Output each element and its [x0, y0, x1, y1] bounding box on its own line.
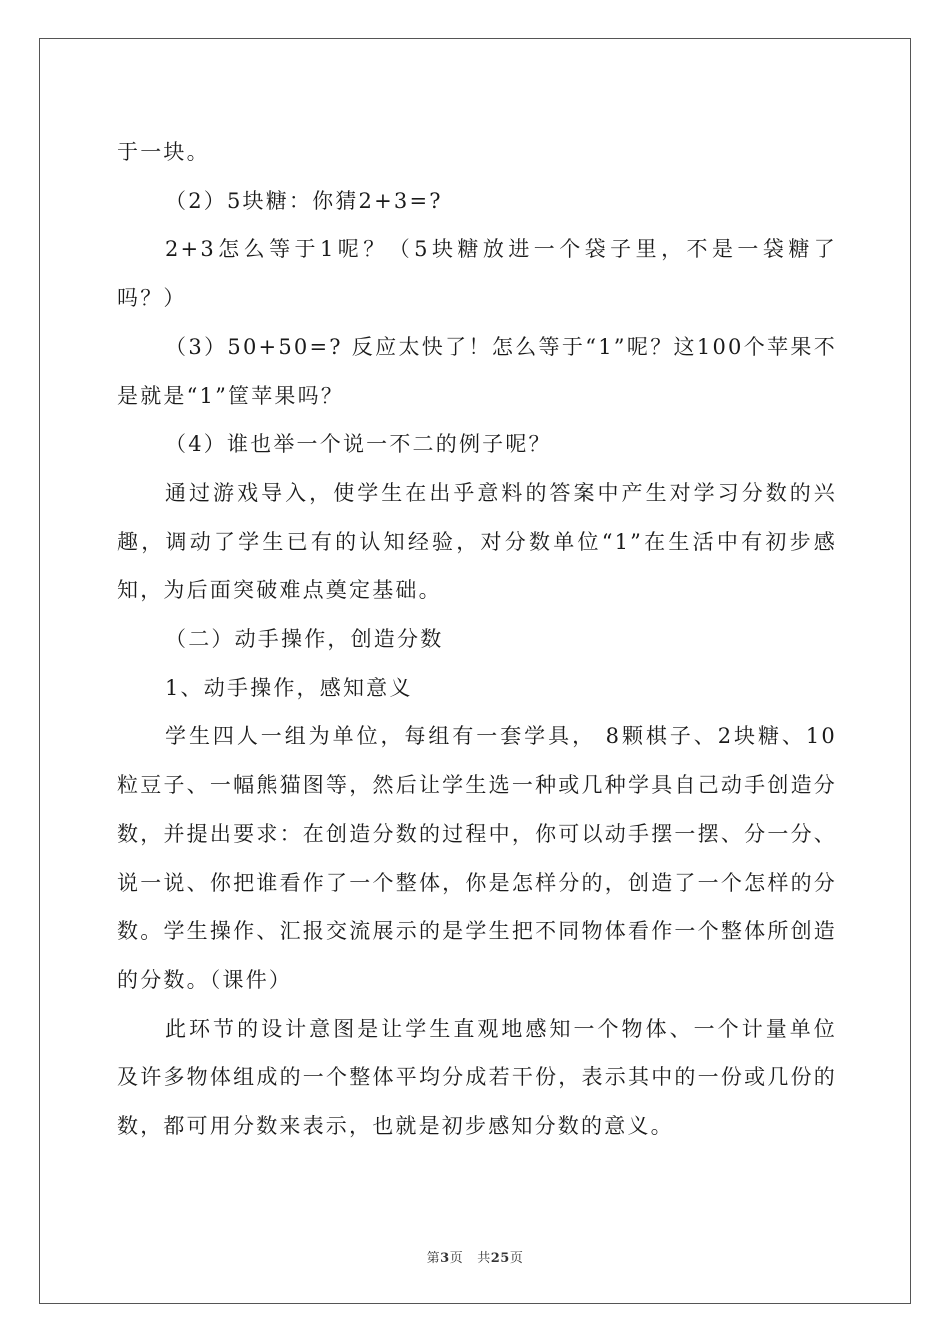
total-prefix: 共	[477, 1251, 491, 1266]
total-suffix: 页	[509, 1251, 524, 1266]
page-prefix: 第	[426, 1251, 441, 1266]
page-suffix: 页	[449, 1251, 464, 1266]
paragraph: （4）谁也举一个说一不二的例子呢？	[165, 432, 552, 457]
paragraph: 此环节的设计意图是让学生直观地感知一个物体、一个计量单位及许多物体组成的一个整体平均分成若干份，表示其中的一份或几份的数，都可用分数来表示，也就是初步感知分数的意义。	[117, 1016, 837, 1139]
subsection-heading: 1、动手操作，感知意义	[165, 675, 413, 700]
section-heading: （二）动手操作，创造分数	[165, 627, 444, 652]
paragraph: 2+3怎么等于1呢？（5块糖放进一个袋子里，不是一袋糖了吗？）	[117, 237, 837, 311]
document-body	[117, 128, 837, 1151]
paragraph: 学生四人一组为单位，每组有一套学具， 8颗棋子、2块糖、10粒豆子、一幅熊猫图等，然后让学生选一种或几种学具自己动手创造分数，并提出要求：在创造分数的过程中，你可以动手摆一摆、分一分、说一说、你把谁看作了一个整体，你是怎样分的，创造了一个怎样的分数。学生操作、汇报交流展示的是学生把不同物体看作一个整体所创造的分数。（课件）	[117, 724, 837, 992]
total-pages: 25	[490, 1251, 510, 1266]
paragraph: 于一块。	[117, 140, 210, 164]
paragraph: （2）5块糖：你猜2+3=?	[165, 188, 443, 213]
paragraph: 通过游戏导入，使学生在出乎意料的答案中产生对学习分数的兴趣，调动了学生已有的认知经验，对分数单位“1”在生活中有初步感知，为后面突破难点奠定基础。	[117, 480, 837, 603]
paragraph: （3）50+50=? 反应太快了！怎么等于“1”呢？这100个苹果不是就是“1”筐苹果吗？	[117, 334, 837, 408]
page-number: 3	[440, 1251, 450, 1266]
page-footer	[0, 1247, 950, 1266]
